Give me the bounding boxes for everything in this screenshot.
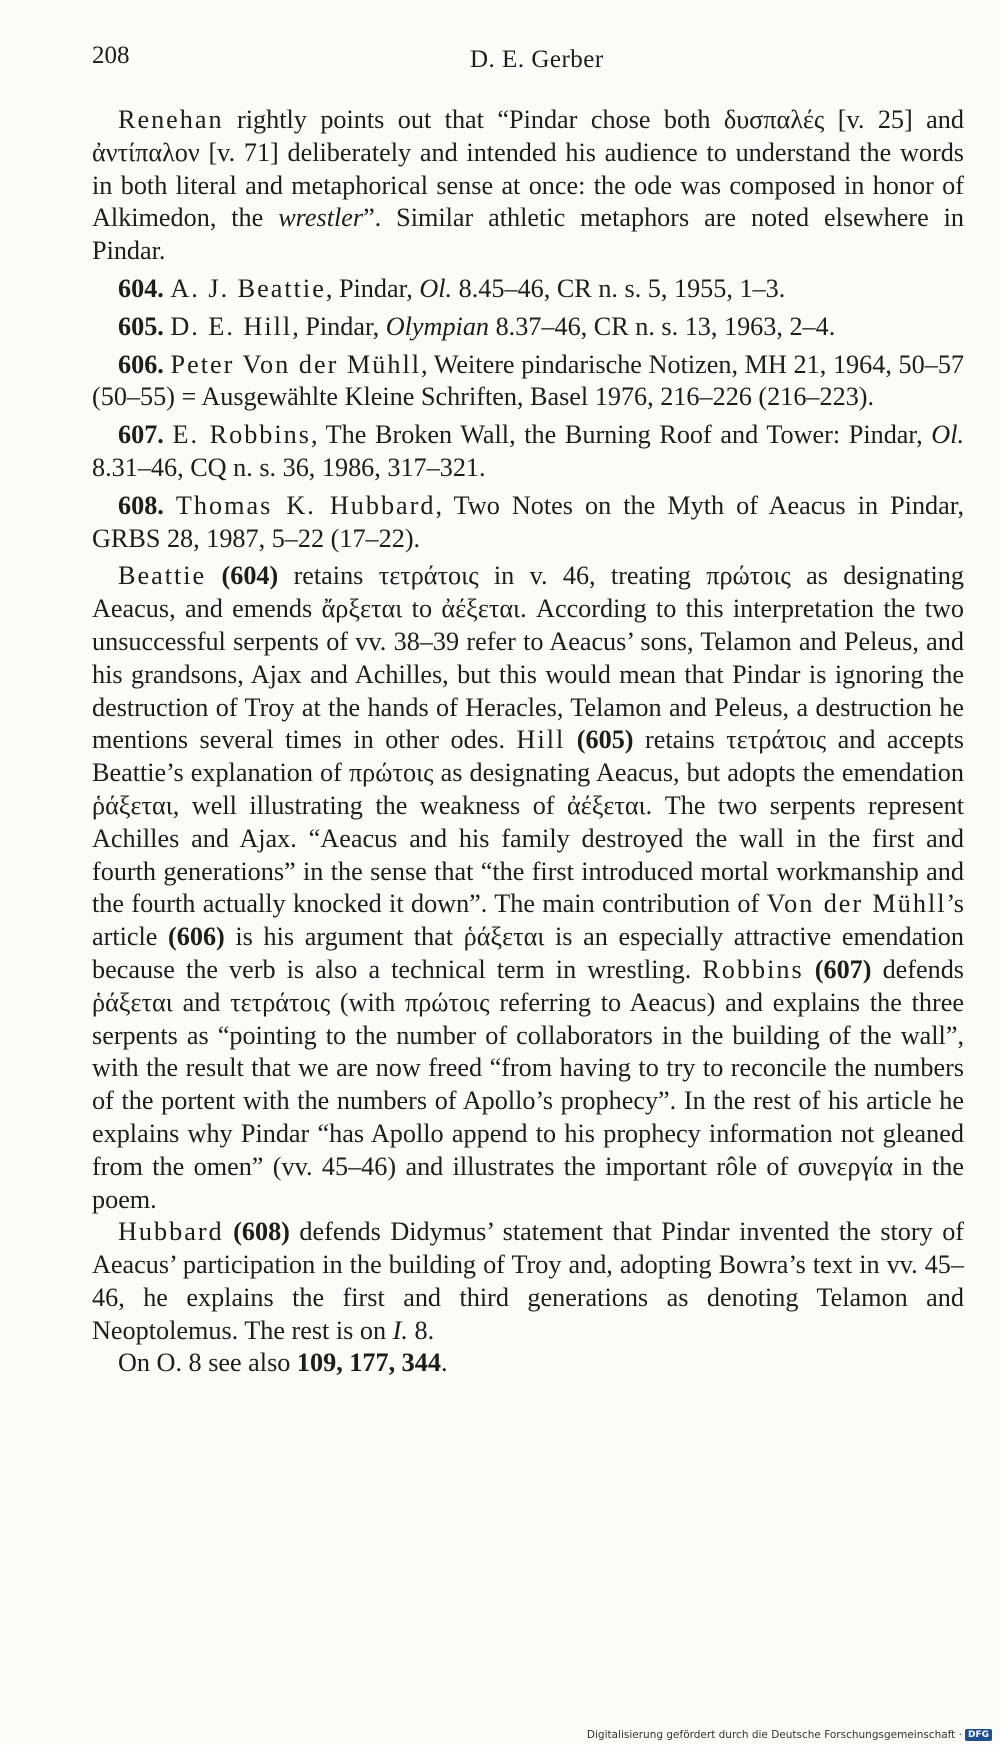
intro-paragraph [92,104,964,268]
entry-citation: , Two Notes on the Myth of Aeacus in Pindar, GRBS 28, 1987, 5–22 (17–22). [92,490,964,553]
see-also-references: 109, 177, 344 [296,1348,441,1378]
intro-text: rightly points out that “Pindar chose both δυσπαλές [v. 25] and ἀντίπαλον [v. 71] deliberately and intended his audience to understand the words in both literal and metaphorical sense at once: the ode was composed in honor of Alkimedon, the [92,105,964,233]
author-name: Renehan [118,105,224,134]
see-also-text: On O. 8 see also [118,1348,297,1378]
entry-citation: 8.37–46, CR n. s. 13, 1963, 2–4. [489,311,836,341]
footer-text: Digitalisierung gefördert durch die Deutsche Forschungsgemeinschaft · [586,1729,962,1741]
entry-number: 605. [118,311,164,341]
entry-reference: (608) [233,1217,290,1247]
author-name: Von der Mühll [766,889,947,919]
bibliography-entry-604 [92,273,964,306]
entry-number: 608. [118,490,164,520]
entry-italic: Olympian [385,311,490,341]
bibliography-entry-606 [92,349,964,415]
author-name: Beattie [118,561,207,591]
hubbard-paragraph [92,1216,964,1347]
author-name: Hill [516,725,566,755]
entry-author: Thomas K. Hubbard [175,490,436,520]
entry-title: , Pindar, [292,311,386,341]
bibliography-entry-607 [92,419,964,485]
entry-italic: Ol. [419,273,453,303]
entry-author: E. Robbins [172,420,311,450]
entry-reference: (605) [576,725,634,755]
entry-reference: (606) [168,922,225,952]
entry-citation: 8.31–46, CQ n. s. 36, 1986, 317–321. [92,452,486,482]
dfg-logo: DFG [965,1729,992,1741]
entry-citation: , Weitere pindarische Notizen, MH 21, 1964, 50–57 (50–55) = Ausgewählte Kleine Schriften, Basel 1976, 216–226 (216–223). [92,349,965,412]
entry-reference: (604) [221,561,279,591]
entry-title: , Pindar, [325,273,420,303]
bibliography-entry-608 [92,490,964,556]
page-number: 208 [92,42,130,69]
discussion-text: defends ῥάξεται and τετράτοις (with πρώτοις referring to Aeacus) and explains the three serpents as “pointing to the number of collaborators in the building of the wall”, with the result that we are now freed “from having to try to reconcile the numbers of the portent with the numbers of Apollo’s prophecy”. In the rest of his article he explains why Pindar “has Apollo append to his prophecy information not gleaned from the omen” (vv. 45–46) and illustrates the important rôle of συνεργία in the poem. [92,954,965,1214]
italic-term: wrestler [278,203,364,233]
body-text [92,104,964,1380]
discussion-paragraph [92,560,964,1216]
author-name: Hubbard [118,1217,224,1247]
entry-title: , The Broken Wall, the Burning Roof and Tower: Pindar, [310,420,932,450]
page-header [92,42,972,86]
discussion-text: ’s article [92,889,964,952]
discussion-text: retains τετράτοις in v. 46, treating πρώτοις as designating Aeacus, and emends ἄρξεται to ἀέξεται. According to this interpretation the two unsuccessful serpents of vv. 38–39 refer to Aeacus’ sons, Telamon and Peleus, and his grandsons, Ajax and Achilles, but this would mean that Pindar is ignoring the destruction of Troy at the hands of Heracles, Telamon and Peleus, a destruction he mentions several times in other odes. [92,561,964,755]
entry-number: 604. [118,273,164,303]
digitization-footer [587,1729,992,1741]
hubbard-text-end: 8. [407,1315,435,1345]
italic-term: I. [392,1315,408,1345]
author-name: Robbins [702,954,804,984]
running-head: D. E. Gerber [470,46,604,73]
intro-text-end: ”. Similar athletic metaphors are noted elsewhere in Pindar. [92,203,964,266]
entry-number: 606. [118,349,164,379]
bibliography-entry-605 [92,311,964,344]
entry-author: A. J. Beattie [170,273,326,303]
entry-italic: Ol. [931,420,965,450]
discussion-text: is his argument that ῥάξεται is an especially attractive emendation because the verb is also a technical term in wrestling. [92,922,964,984]
entry-reference: (607) [814,954,872,984]
entry-number: 607. [118,420,164,450]
hubbard-text: defends Didymus’ statement that Pindar invented the story of Aeacus’ participation in the building of Troy and, adopting Bowra’s text in vv. 45–46, he explains the first and third generations as denoting Telamon and Neoptolemus. The rest is on [92,1217,965,1345]
discussion-text: retains τετράτοις and accepts Beattie’s explanation of πρώτοις as designating Aeacus, but adopts the emendation ῥάξεται, well illustrating the weakness of ἀέξεται. The two serpents represent Achilles and Ajax. “Aeacus and his family destroyed the wall in the first and fourth generations” in the sense that “the first introduced mortal workmanship and the fourth actually knocked it down”. The main contribution of [92,725,964,919]
entry-citation: 8.45–46, CR n. s. 5, 1955, 1–3. [452,273,786,303]
entry-author: D. E. Hill [170,311,293,341]
see-also-end: . [440,1348,448,1378]
see-also-line [92,1347,964,1380]
entry-author: Peter Von der Mühll [170,349,422,379]
